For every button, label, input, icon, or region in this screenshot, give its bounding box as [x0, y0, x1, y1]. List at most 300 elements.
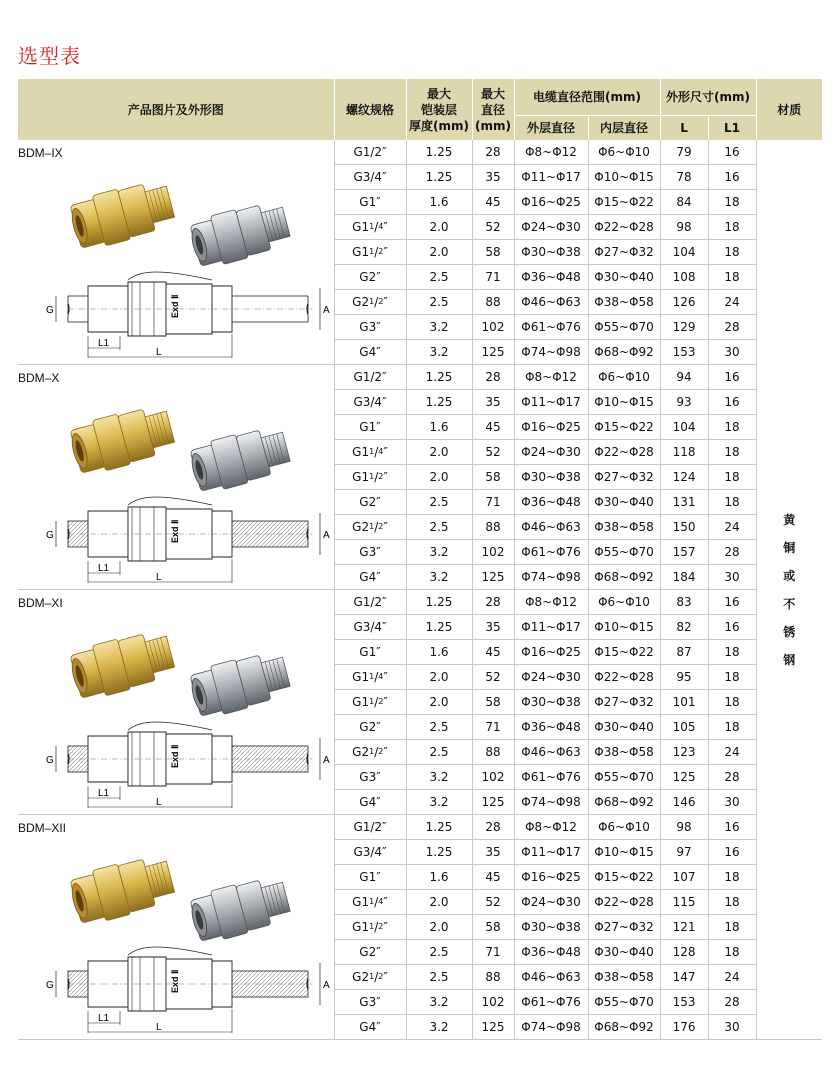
diagram-label-A: A — [323, 530, 330, 541]
cell-L1: 30 — [708, 565, 756, 590]
cell-L: 107 — [660, 865, 708, 890]
cell-L1: 16 — [708, 390, 756, 415]
cell-outer-diameter: Φ36~Φ48 — [514, 265, 588, 290]
cell-inner-diameter: Φ30~Φ40 — [588, 490, 660, 515]
cell-L1: 30 — [708, 790, 756, 815]
steel-gland-photo — [187, 198, 293, 271]
cell-outer-diameter: Φ74~Φ98 — [514, 1015, 588, 1040]
cell-inner-diameter: Φ30~Φ40 — [588, 940, 660, 965]
cell-armor: 2.0 — [406, 890, 472, 915]
cell-armor: 2.5 — [406, 515, 472, 540]
cell-thread: G4″ — [334, 790, 406, 815]
cell-L1: 16 — [708, 590, 756, 615]
cell-outer-diameter: Φ61~Φ76 — [514, 540, 588, 565]
cell-max-diameter: 125 — [472, 565, 514, 590]
cell-L: 98 — [660, 215, 708, 240]
diagram-label-exd: Exd Ⅱ — [170, 294, 180, 318]
cell-armor: 1.25 — [406, 365, 472, 390]
cell-outer-diameter: Φ11~Φ17 — [514, 840, 588, 865]
cell-thread: G21/2″ — [334, 515, 406, 540]
model-name: BDM–XII — [18, 821, 67, 835]
header-image-col: 产品图片及外形图 — [18, 79, 334, 140]
cell-thread: G11/4″ — [334, 890, 406, 915]
cell-L1: 28 — [708, 990, 756, 1015]
cell-L: 176 — [660, 1015, 708, 1040]
cell-L: 83 — [660, 590, 708, 615]
cell-armor: 3.2 — [406, 540, 472, 565]
cell-L: 128 — [660, 940, 708, 965]
cell-L1: 24 — [708, 515, 756, 540]
cell-inner-diameter: Φ15~Φ22 — [588, 865, 660, 890]
cell-inner-diameter: Φ38~Φ58 — [588, 515, 660, 540]
cell-armor: 1.25 — [406, 165, 472, 190]
outline-drawing — [46, 947, 330, 1033]
cell-thread: G21/2″ — [334, 740, 406, 765]
cell-outer-diameter: Φ61~Φ76 — [514, 990, 588, 1015]
cell-inner-diameter: Φ55~Φ70 — [588, 540, 660, 565]
cell-L: 78 — [660, 165, 708, 190]
product-image-cell — [18, 140, 334, 365]
cell-L: 104 — [660, 240, 708, 265]
diagram-label-L: L — [156, 572, 162, 583]
cell-armor: 2.0 — [406, 915, 472, 940]
header-armor-line3: 厚度(mm) — [409, 118, 469, 133]
cell-max-diameter: 35 — [472, 390, 514, 415]
cell-outer-diameter: Φ8~Φ12 — [514, 815, 588, 840]
cell-L: 147 — [660, 965, 708, 990]
header-L1: L1 — [708, 116, 756, 141]
cell-L1: 18 — [708, 265, 756, 290]
cell-L: 157 — [660, 540, 708, 565]
cell-L1: 18 — [708, 640, 756, 665]
product-figure — [28, 158, 328, 368]
cell-L: 150 — [660, 515, 708, 540]
cell-outer-diameter: Φ16~Φ25 — [514, 190, 588, 215]
cell-armor: 3.2 — [406, 990, 472, 1015]
cell-outer-diameter: Φ11~Φ17 — [514, 165, 588, 190]
cell-armor: 2.5 — [406, 265, 472, 290]
model-name: BDM–IX — [18, 146, 63, 160]
cell-max-diameter: 125 — [472, 1015, 514, 1040]
cell-thread: G3″ — [334, 315, 406, 340]
cell-outer-diameter: Φ8~Φ12 — [514, 590, 588, 615]
cell-L: 121 — [660, 915, 708, 940]
product-figure — [28, 833, 328, 1043]
outline-drawing — [46, 497, 330, 583]
cell-max-diameter: 35 — [472, 840, 514, 865]
model-name: BDM–X — [18, 371, 60, 385]
header-material: 材质 — [756, 79, 822, 140]
brass-gland-photo — [67, 851, 177, 927]
cell-inner-diameter: Φ68~Φ92 — [588, 340, 660, 365]
cell-L1: 28 — [708, 315, 756, 340]
cell-armor: 3.2 — [406, 340, 472, 365]
cell-thread: G11/2″ — [334, 915, 406, 940]
cell-outer-diameter: Φ46~Φ63 — [514, 965, 588, 990]
cell-L: 125 — [660, 765, 708, 790]
material-char: 锈 — [783, 625, 796, 639]
cell-thread: G2″ — [334, 265, 406, 290]
cell-armor: 2.0 — [406, 665, 472, 690]
cell-max-diameter: 45 — [472, 415, 514, 440]
cell-thread: G1″ — [334, 190, 406, 215]
steel-gland-photo — [187, 423, 293, 496]
cell-outer-diameter: Φ16~Φ25 — [514, 865, 588, 890]
cell-L1: 16 — [708, 140, 756, 165]
cell-L: 98 — [660, 815, 708, 840]
cell-L: 93 — [660, 390, 708, 415]
cell-thread: G3/4″ — [334, 615, 406, 640]
cell-L: 153 — [660, 340, 708, 365]
cell-thread: G1/2″ — [334, 590, 406, 615]
cell-armor: 1.25 — [406, 815, 472, 840]
diagram-label-A: A — [323, 755, 330, 766]
cell-thread: G2″ — [334, 715, 406, 740]
selection-table — [18, 79, 822, 1040]
cell-thread: G3/4″ — [334, 390, 406, 415]
header-diam-line1: 最大 — [480, 86, 505, 101]
cell-L1: 16 — [708, 615, 756, 640]
cell-armor: 3.2 — [406, 790, 472, 815]
cell-outer-diameter: Φ11~Φ17 — [514, 390, 588, 415]
cell-outer-diameter: Φ8~Φ12 — [514, 365, 588, 390]
header-outer: 外层直径 — [514, 116, 588, 141]
cell-L: 95 — [660, 665, 708, 690]
cell-outer-diameter: Φ11~Φ17 — [514, 615, 588, 640]
cell-max-diameter: 88 — [472, 515, 514, 540]
cell-thread: G11/4″ — [334, 440, 406, 465]
cell-armor: 1.25 — [406, 590, 472, 615]
cell-L: 129 — [660, 315, 708, 340]
cell-thread: G3″ — [334, 990, 406, 1015]
cell-max-diameter: 58 — [472, 240, 514, 265]
cell-outer-diameter: Φ46~Φ63 — [514, 290, 588, 315]
cell-armor: 2.5 — [406, 940, 472, 965]
diagram-label-exd: Exd Ⅱ — [170, 519, 180, 543]
diagram-label-G: G — [46, 980, 54, 991]
diagram-label-exd: Exd Ⅱ — [170, 744, 180, 768]
cell-inner-diameter: Φ6~Φ10 — [588, 140, 660, 165]
cell-L1: 16 — [708, 165, 756, 190]
cell-armor: 1.25 — [406, 390, 472, 415]
cell-outer-diameter: Φ8~Φ12 — [514, 140, 588, 165]
table-row — [18, 815, 822, 840]
diagram-label-G: G — [46, 530, 54, 541]
cell-thread: G11/2″ — [334, 240, 406, 265]
cell-thread: G21/2″ — [334, 290, 406, 315]
diagram-label-L1: L1 — [98, 1013, 110, 1024]
cell-armor: 1.6 — [406, 640, 472, 665]
cell-inner-diameter: Φ68~Φ92 — [588, 565, 660, 590]
cell-outer-diameter: Φ24~Φ30 — [514, 665, 588, 690]
cell-thread: G1/2″ — [334, 140, 406, 165]
brass-gland-photo — [67, 626, 177, 702]
cell-outer-diameter: Φ24~Φ30 — [514, 890, 588, 915]
cell-max-diameter: 28 — [472, 365, 514, 390]
cell-max-diameter: 45 — [472, 190, 514, 215]
diagram-label-L1: L1 — [98, 338, 110, 349]
cell-max-diameter: 88 — [472, 740, 514, 765]
steel-gland-photo — [187, 648, 293, 721]
cell-outer-diameter: Φ74~Φ98 — [514, 340, 588, 365]
cell-outer-diameter: Φ74~Φ98 — [514, 565, 588, 590]
cell-armor: 3.2 — [406, 315, 472, 340]
cell-thread: G4″ — [334, 565, 406, 590]
cell-L: 82 — [660, 615, 708, 640]
cell-max-diameter: 71 — [472, 490, 514, 515]
cell-L: 126 — [660, 290, 708, 315]
cell-L1: 18 — [708, 915, 756, 940]
cell-L: 184 — [660, 565, 708, 590]
cell-max-diameter: 102 — [472, 315, 514, 340]
steel-gland-photo — [187, 873, 293, 946]
cell-max-diameter: 58 — [472, 465, 514, 490]
cell-outer-diameter: Φ16~Φ25 — [514, 640, 588, 665]
cell-inner-diameter: Φ15~Φ22 — [588, 415, 660, 440]
cell-max-diameter: 58 — [472, 915, 514, 940]
brass-gland-photo — [67, 176, 177, 252]
cell-L1: 28 — [708, 540, 756, 565]
cell-thread: G11/2″ — [334, 465, 406, 490]
cell-armor: 2.0 — [406, 690, 472, 715]
cell-armor: 3.2 — [406, 565, 472, 590]
cell-thread: G2″ — [334, 490, 406, 515]
cell-inner-diameter: Φ6~Φ10 — [588, 365, 660, 390]
cell-thread: G11/4″ — [334, 215, 406, 240]
cell-thread: G1/2″ — [334, 365, 406, 390]
cell-max-diameter: 28 — [472, 815, 514, 840]
cell-thread: G3″ — [334, 540, 406, 565]
diagram-label-G: G — [46, 305, 54, 316]
model-name: BDM–XI — [18, 596, 63, 610]
cell-max-diameter: 88 — [472, 290, 514, 315]
cell-thread: G21/2″ — [334, 965, 406, 990]
header-diam-line2: 直径 — [480, 102, 505, 117]
cell-L1: 18 — [708, 890, 756, 915]
cell-L1: 16 — [708, 815, 756, 840]
header-armor — [406, 79, 472, 140]
cell-thread: G1″ — [334, 415, 406, 440]
cell-thread: G3/4″ — [334, 840, 406, 865]
table-row — [18, 590, 822, 615]
cell-max-diameter: 71 — [472, 940, 514, 965]
cell-inner-diameter: Φ55~Φ70 — [588, 990, 660, 1015]
cell-max-diameter: 71 — [472, 265, 514, 290]
cell-L: 118 — [660, 440, 708, 465]
cell-inner-diameter: Φ27~Φ32 — [588, 465, 660, 490]
cell-max-diameter: 58 — [472, 690, 514, 715]
cell-L: 124 — [660, 465, 708, 490]
cell-inner-diameter: Φ15~Φ22 — [588, 190, 660, 215]
cell-inner-diameter: Φ27~Φ32 — [588, 240, 660, 265]
cell-max-diameter: 35 — [472, 615, 514, 640]
cell-L1: 18 — [708, 190, 756, 215]
cell-armor: 3.2 — [406, 765, 472, 790]
cell-outer-diameter: Φ36~Φ48 — [514, 715, 588, 740]
cell-L1: 18 — [708, 715, 756, 740]
cell-armor: 2.5 — [406, 740, 472, 765]
cell-outer-diameter: Φ36~Φ48 — [514, 940, 588, 965]
cell-thread: G11/4″ — [334, 665, 406, 690]
product-image-cell — [18, 815, 334, 1040]
cell-L: 94 — [660, 365, 708, 390]
cell-max-diameter: 35 — [472, 165, 514, 190]
cell-L: 87 — [660, 640, 708, 665]
product-image-cell — [18, 365, 334, 590]
cell-armor: 1.25 — [406, 140, 472, 165]
cell-inner-diameter: Φ55~Φ70 — [588, 315, 660, 340]
cell-inner-diameter: Φ27~Φ32 — [588, 690, 660, 715]
header-diam-line3: (mm) — [475, 118, 511, 133]
cell-inner-diameter: Φ10~Φ15 — [588, 840, 660, 865]
cell-L1: 28 — [708, 765, 756, 790]
cell-L1: 18 — [708, 240, 756, 265]
cell-inner-diameter: Φ68~Φ92 — [588, 1015, 660, 1040]
cell-L1: 18 — [708, 665, 756, 690]
cell-outer-diameter: Φ24~Φ30 — [514, 440, 588, 465]
cell-outer-diameter: Φ46~Φ63 — [514, 515, 588, 540]
cell-max-diameter: 102 — [472, 765, 514, 790]
cell-L1: 18 — [708, 440, 756, 465]
cell-thread: G4″ — [334, 1015, 406, 1040]
cell-inner-diameter: Φ6~Φ10 — [588, 815, 660, 840]
cell-outer-diameter: Φ30~Φ38 — [514, 465, 588, 490]
material-char: 不 — [783, 597, 796, 611]
header-max-diameter — [472, 79, 514, 140]
cell-L: 131 — [660, 490, 708, 515]
cell-inner-diameter: Φ55~Φ70 — [588, 765, 660, 790]
cell-max-diameter: 52 — [472, 215, 514, 240]
header-cable-range: 电缆直径范围(mm) — [514, 79, 660, 116]
cell-max-diameter: 71 — [472, 715, 514, 740]
cell-max-diameter: 88 — [472, 965, 514, 990]
cell-L: 153 — [660, 990, 708, 1015]
cell-inner-diameter: Φ22~Φ28 — [588, 440, 660, 465]
cell-thread: G1/2″ — [334, 815, 406, 840]
cell-inner-diameter: Φ6~Φ10 — [588, 590, 660, 615]
outline-drawing — [46, 272, 330, 358]
diagram-label-L: L — [156, 347, 162, 358]
material-char: 黄 — [783, 513, 796, 527]
cell-L: 105 — [660, 715, 708, 740]
cell-max-diameter: 52 — [472, 890, 514, 915]
cell-max-diameter: 28 — [472, 590, 514, 615]
cell-armor: 2.5 — [406, 965, 472, 990]
cell-L: 123 — [660, 740, 708, 765]
cell-L1: 30 — [708, 1015, 756, 1040]
cell-L: 108 — [660, 265, 708, 290]
cell-L: 104 — [660, 415, 708, 440]
cell-armor: 1.6 — [406, 415, 472, 440]
cell-max-diameter: 125 — [472, 790, 514, 815]
cell-thread: G4″ — [334, 340, 406, 365]
cell-armor: 1.25 — [406, 840, 472, 865]
diagram-label-exd: Exd Ⅱ — [170, 969, 180, 993]
cell-armor: 2.0 — [406, 240, 472, 265]
diagram-label-L1: L1 — [98, 563, 110, 574]
diagram-label-A: A — [323, 980, 330, 991]
diagram-label-L1: L1 — [98, 788, 110, 799]
material-char: 钢 — [783, 653, 796, 667]
cell-outer-diameter: Φ30~Φ38 — [514, 690, 588, 715]
table-row — [18, 365, 822, 390]
product-image-cell — [18, 590, 334, 815]
diagram-label-A: A — [323, 305, 330, 316]
cell-L: 115 — [660, 890, 708, 915]
cell-armor: 2.0 — [406, 440, 472, 465]
cell-L1: 18 — [708, 215, 756, 240]
cell-thread: G1″ — [334, 865, 406, 890]
cell-inner-diameter: Φ38~Φ58 — [588, 740, 660, 765]
cell-armor: 1.6 — [406, 190, 472, 215]
cell-inner-diameter: Φ10~Φ15 — [588, 165, 660, 190]
cell-inner-diameter: Φ22~Φ28 — [588, 890, 660, 915]
brass-gland-photo — [67, 401, 177, 477]
cell-outer-diameter: Φ61~Φ76 — [514, 315, 588, 340]
cell-max-diameter: 125 — [472, 340, 514, 365]
cell-L: 79 — [660, 140, 708, 165]
product-figure — [28, 608, 328, 818]
cell-L1: 16 — [708, 365, 756, 390]
cell-armor: 3.2 — [406, 1015, 472, 1040]
diagram-label-L: L — [156, 797, 162, 808]
cell-L1: 24 — [708, 740, 756, 765]
cell-thread: G3″ — [334, 765, 406, 790]
diagram-label-G: G — [46, 755, 54, 766]
header-dims: 外形尺寸(mm) — [660, 79, 756, 116]
cell-inner-diameter: Φ68~Φ92 — [588, 790, 660, 815]
cell-armor: 2.5 — [406, 490, 472, 515]
cell-L: 146 — [660, 790, 708, 815]
cell-L1: 18 — [708, 940, 756, 965]
cell-L: 84 — [660, 190, 708, 215]
material-char: 铜 — [783, 541, 796, 555]
cell-L1: 24 — [708, 290, 756, 315]
cell-armor: 2.0 — [406, 215, 472, 240]
cell-inner-diameter: Φ30~Φ40 — [588, 265, 660, 290]
cell-inner-diameter: Φ38~Φ58 — [588, 290, 660, 315]
cell-outer-diameter: Φ16~Φ25 — [514, 415, 588, 440]
cell-inner-diameter: Φ15~Φ22 — [588, 640, 660, 665]
table-row — [18, 140, 822, 165]
cell-max-diameter: 52 — [472, 440, 514, 465]
cell-outer-diameter: Φ74~Φ98 — [514, 790, 588, 815]
cell-L: 97 — [660, 840, 708, 865]
cell-thread: G11/2″ — [334, 690, 406, 715]
cell-armor: 2.5 — [406, 290, 472, 315]
product-figure — [28, 383, 328, 593]
header-armor-line1: 最大 — [426, 86, 451, 101]
cell-inner-diameter: Φ10~Φ15 — [588, 390, 660, 415]
cell-L1: 24 — [708, 965, 756, 990]
cell-outer-diameter: Φ30~Φ38 — [514, 915, 588, 940]
cell-L1: 18 — [708, 690, 756, 715]
cell-thread: G2″ — [334, 940, 406, 965]
cell-inner-diameter: Φ22~Φ28 — [588, 665, 660, 690]
cell-max-diameter: 102 — [472, 540, 514, 565]
cell-max-diameter: 102 — [472, 990, 514, 1015]
cell-L: 101 — [660, 690, 708, 715]
cell-L1: 18 — [708, 415, 756, 440]
cell-outer-diameter: Φ46~Φ63 — [514, 740, 588, 765]
cell-max-diameter: 45 — [472, 640, 514, 665]
cell-L1: 18 — [708, 490, 756, 515]
cell-max-diameter: 45 — [472, 865, 514, 890]
cell-L1: 18 — [708, 465, 756, 490]
cell-outer-diameter: Φ30~Φ38 — [514, 240, 588, 265]
cell-inner-diameter: Φ30~Φ40 — [588, 715, 660, 740]
cell-inner-diameter: Φ10~Φ15 — [588, 615, 660, 640]
